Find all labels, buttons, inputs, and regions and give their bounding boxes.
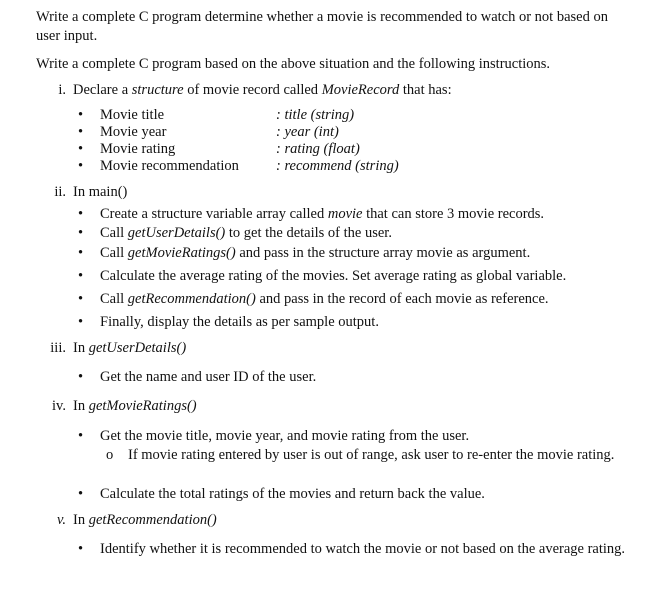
list-item-text: Call getUserDetails() to get the details of the user. <box>100 225 392 241</box>
list-item-text: Get the name and user ID of the user. <box>100 369 317 385</box>
field-name: Movie year <box>100 124 167 140</box>
circle-bullet-icon: o <box>106 447 114 463</box>
bullet-icon: • <box>78 245 84 261</box>
field-name: Movie rating <box>100 141 176 157</box>
sub-list-item-text: If movie rating entered by user is out of range, ask user to re-enter the movie rating. <box>128 447 615 463</box>
section-title: In getMovieRatings() <box>73 398 197 414</box>
field-type: : title (string) <box>276 107 355 123</box>
field-name: Movie recommendation <box>100 158 239 174</box>
bullet-icon: • <box>78 268 84 284</box>
intro-paragraph: Write a complete C program determine whether a movie is recommended to watch or not based on user input. <box>36 9 608 44</box>
list-item-text: Call getRecommendation() and pass in the record of each movie as reference. <box>100 291 549 307</box>
bullet-icon: • <box>78 314 84 330</box>
bullet-icon: • <box>78 124 84 140</box>
section-title: In getUserDetails() <box>73 340 187 356</box>
section-title: Declare a structure of movie record called MovieRecord that has: <box>73 82 452 98</box>
instructions-paragraph: Write a complete C program based on the above situation and the following instructions. <box>36 56 551 72</box>
bullet-icon: • <box>78 158 84 174</box>
bullet-icon: • <box>78 486 84 502</box>
section-numeral: iv. <box>52 398 66 414</box>
field-type: : rating (float) <box>276 141 360 157</box>
list-item-text: Identify whether it is recommended to watch the movie or not based on the average rating. <box>100 541 626 557</box>
field-name: Movie title <box>100 107 165 123</box>
bullet-icon: • <box>78 107 84 123</box>
section-numeral: v. <box>57 512 66 528</box>
bullet-icon: • <box>78 225 84 241</box>
list-item-text: Call getMovieRatings() and pass in the structure array movie as argument. <box>100 245 531 261</box>
list-item-text: Get the movie title, movie year, and movie rating from the user. <box>100 428 470 444</box>
list-item-text: Calculate the total ratings of the movies and return back the value. <box>100 486 485 502</box>
list-item-text: Finally, display the details as per sample output. <box>100 314 379 330</box>
bullet-icon: • <box>78 291 84 307</box>
bullet-icon: • <box>78 541 84 557</box>
bullet-icon: • <box>78 428 84 444</box>
section-title: In getRecommendation() <box>73 512 217 528</box>
list-item-text: Calculate the average rating of the movies. Set average rating as global variable. <box>100 268 567 284</box>
bullet-icon: • <box>78 206 84 222</box>
section-numeral: ii. <box>54 184 66 200</box>
field-type: : year (int) <box>276 124 339 140</box>
section-numeral: i. <box>58 82 66 98</box>
section-numeral: iii. <box>50 340 66 356</box>
bullet-icon: • <box>78 369 84 385</box>
field-type: : recommend (string) <box>276 158 399 174</box>
bullet-icon: • <box>78 141 84 157</box>
section-title: In main() <box>73 184 128 200</box>
list-item-text: Create a structure variable array called movie that can store 3 movie records. <box>100 206 545 222</box>
